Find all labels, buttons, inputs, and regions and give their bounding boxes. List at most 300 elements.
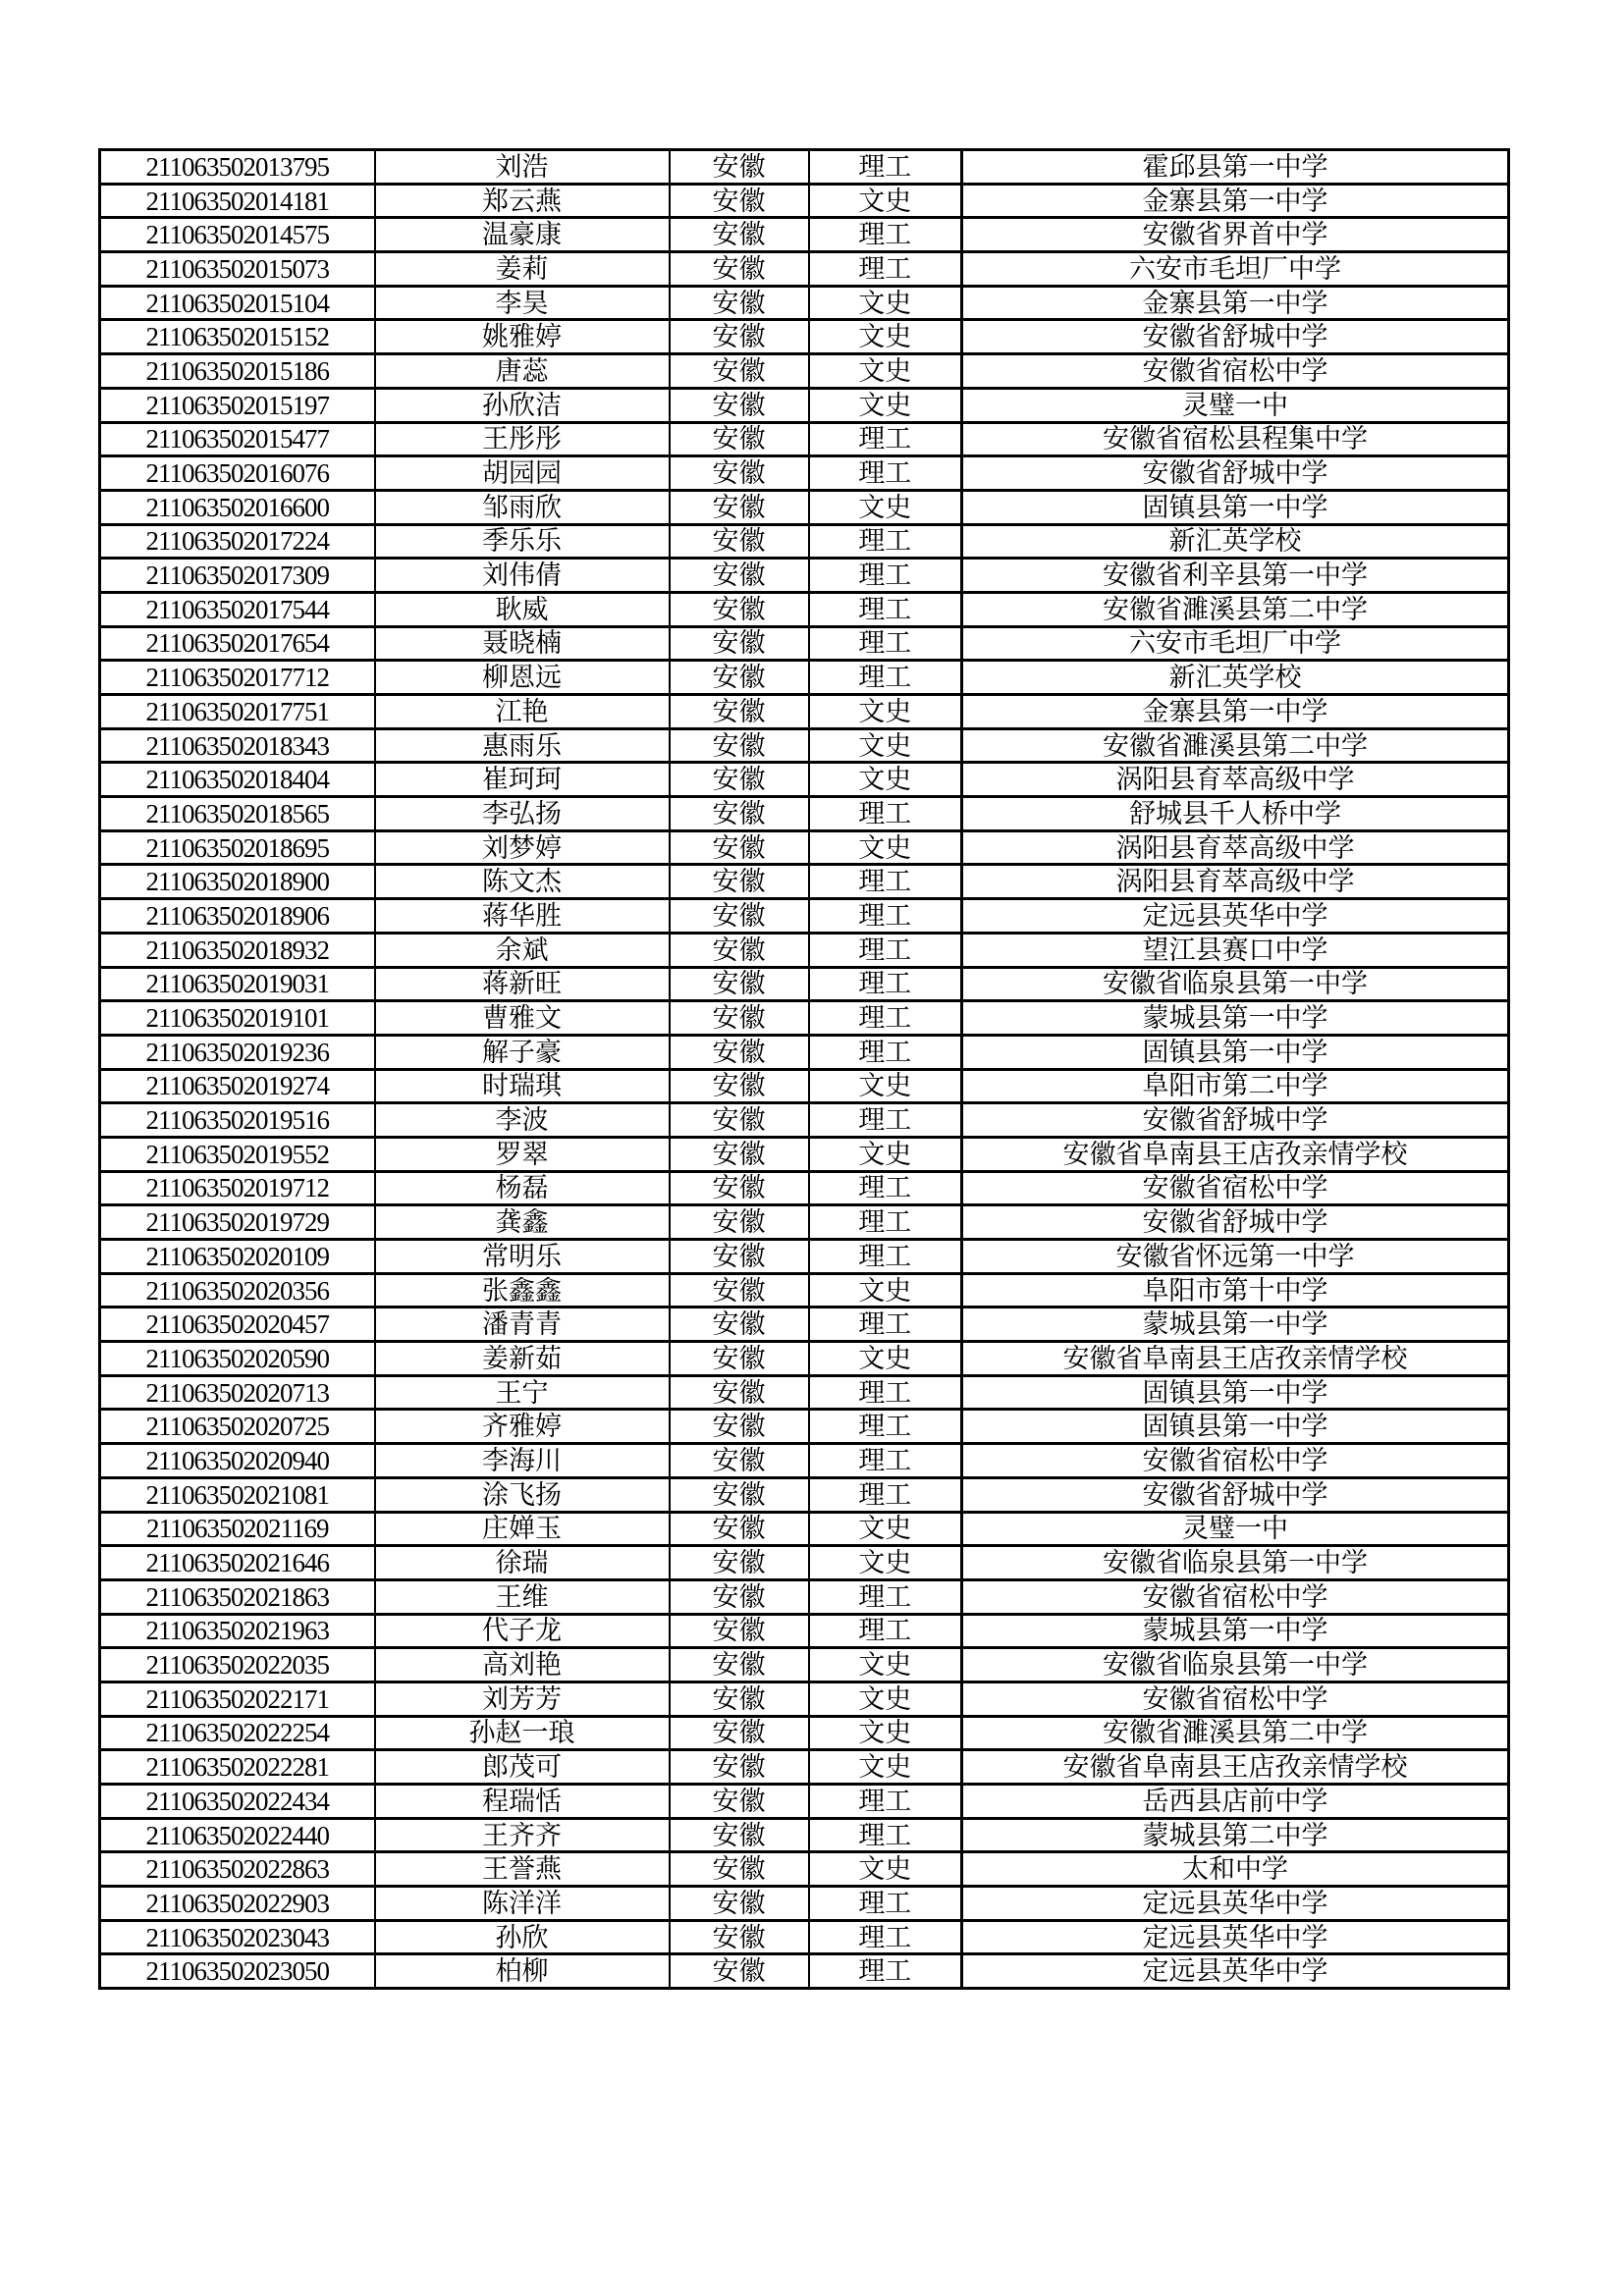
school-cell: 太和中学 [962, 1852, 1509, 1887]
school-cell: 安徽省舒城中学 [962, 1205, 1509, 1240]
track-cell: 文史 [809, 695, 962, 729]
track-cell: 理工 [809, 797, 962, 831]
table-row [100, 1716, 1509, 1750]
track-cell: 文史 [809, 1682, 962, 1716]
school-cell: 安徽省界首中学 [962, 218, 1509, 252]
candidate-id-cell: 211063502016076 [100, 456, 375, 491]
candidate-id-cell: 211063502019236 [100, 1035, 375, 1069]
candidate-id-cell: 211063502018404 [100, 763, 375, 797]
track-cell: 理工 [809, 1103, 962, 1138]
track-cell: 理工 [809, 524, 962, 559]
school-cell: 定远县英华中学 [962, 899, 1509, 934]
table-row [100, 1614, 1509, 1648]
candidate-id-cell: 211063502019552 [100, 1137, 375, 1171]
table-row [100, 422, 1509, 456]
table-row [100, 1546, 1509, 1580]
province-cell: 安徽 [670, 1240, 809, 1274]
province-cell: 安徽 [670, 524, 809, 559]
candidate-id-cell: 211063502022281 [100, 1750, 375, 1785]
name-cell: 庄婵玉 [375, 1512, 670, 1546]
track-cell: 理工 [809, 218, 962, 252]
candidate-id-cell: 211063502017224 [100, 524, 375, 559]
province-cell: 安徽 [670, 1308, 809, 1342]
candidate-id-cell: 211063502020590 [100, 1342, 375, 1376]
school-cell: 金寨县第一中学 [962, 184, 1509, 218]
province-cell: 安徽 [670, 1546, 809, 1580]
track-cell: 理工 [809, 1410, 962, 1444]
candidate-id-cell: 211063502020725 [100, 1410, 375, 1444]
table-row [100, 1750, 1509, 1785]
school-cell: 安徽省宿松中学 [962, 1171, 1509, 1205]
table-row [100, 320, 1509, 354]
table-row [100, 626, 1509, 661]
name-cell: 齐雅婷 [375, 1410, 670, 1444]
school-cell: 固镇县第一中学 [962, 1410, 1509, 1444]
table-row [100, 899, 1509, 934]
table-row [100, 1579, 1509, 1614]
name-cell: 胡园园 [375, 456, 670, 491]
province-cell: 安徽 [670, 252, 809, 287]
name-cell: 王宁 [375, 1375, 670, 1410]
name-cell: 李弘扬 [375, 797, 670, 831]
candidate-id-cell: 211063502013795 [100, 150, 375, 185]
track-cell: 理工 [809, 1477, 962, 1512]
name-cell: 孙欣 [375, 1920, 670, 1954]
table-row [100, 252, 1509, 287]
candidate-id-cell: 211063502022863 [100, 1852, 375, 1887]
track-cell: 理工 [809, 1035, 962, 1069]
track-cell: 理工 [809, 1887, 962, 1921]
school-cell: 安徽省舒城中学 [962, 1477, 1509, 1512]
table-row [100, 1818, 1509, 1852]
province-cell: 安徽 [670, 218, 809, 252]
province-cell: 安徽 [670, 1512, 809, 1546]
track-cell: 文史 [809, 354, 962, 389]
track-cell: 理工 [809, 661, 962, 695]
name-cell: 王彤彤 [375, 422, 670, 456]
school-cell: 安徽省阜南县王店孜亲情学校 [962, 1137, 1509, 1171]
school-cell: 安徽省宿松中学 [962, 1579, 1509, 1614]
track-cell: 理工 [809, 1308, 962, 1342]
province-cell: 安徽 [670, 1035, 809, 1069]
name-cell: 柏柳 [375, 1954, 670, 1989]
province-cell: 安徽 [670, 1716, 809, 1750]
province-cell: 安徽 [670, 490, 809, 524]
track-cell: 理工 [809, 1205, 962, 1240]
candidate-id-cell: 211063502019729 [100, 1205, 375, 1240]
track-cell: 理工 [809, 967, 962, 1001]
school-cell: 安徽省舒城中学 [962, 320, 1509, 354]
name-cell: 王维 [375, 1579, 670, 1614]
name-cell: 聂晓楠 [375, 626, 670, 661]
candidate-id-cell: 211063502019274 [100, 1069, 375, 1103]
province-cell: 安徽 [670, 626, 809, 661]
province-cell: 安徽 [670, 592, 809, 626]
name-cell: 解子豪 [375, 1035, 670, 1069]
candidate-id-cell: 211063502015477 [100, 422, 375, 456]
table-row [100, 967, 1509, 1001]
province-cell: 安徽 [670, 1614, 809, 1648]
candidate-id-cell: 211063502020940 [100, 1444, 375, 1478]
name-cell: 刘梦婷 [375, 830, 670, 865]
table-row [100, 1410, 1509, 1444]
table-row [100, 1648, 1509, 1682]
province-cell: 安徽 [670, 1579, 809, 1614]
school-cell: 涡阳县育萃高级中学 [962, 865, 1509, 899]
school-cell: 灵璧一中 [962, 1512, 1509, 1546]
province-cell: 安徽 [670, 1171, 809, 1205]
track-cell: 文史 [809, 1716, 962, 1750]
school-cell: 望江县赛口中学 [962, 933, 1509, 967]
candidate-id-cell: 211063502021863 [100, 1579, 375, 1614]
track-cell: 理工 [809, 1171, 962, 1205]
table-row [100, 1342, 1509, 1376]
school-cell: 安徽省临泉县第一中学 [962, 1648, 1509, 1682]
name-cell: 潘青青 [375, 1308, 670, 1342]
name-cell: 余斌 [375, 933, 670, 967]
province-cell: 安徽 [670, 559, 809, 593]
province-cell: 安徽 [670, 661, 809, 695]
school-cell: 新汇英学校 [962, 524, 1509, 559]
table-row [100, 763, 1509, 797]
province-cell: 安徽 [670, 286, 809, 320]
province-cell: 安徽 [670, 763, 809, 797]
candidate-id-cell: 211063502022440 [100, 1818, 375, 1852]
school-cell: 安徽省濉溪县第二中学 [962, 592, 1509, 626]
school-cell: 安徽省舒城中学 [962, 1103, 1509, 1138]
school-cell: 岳西县店前中学 [962, 1785, 1509, 1819]
track-cell: 文史 [809, 830, 962, 865]
track-cell: 文史 [809, 286, 962, 320]
school-cell: 新汇英学校 [962, 661, 1509, 695]
school-cell: 安徽省宿松县程集中学 [962, 422, 1509, 456]
table-row [100, 1308, 1509, 1342]
table-body [100, 150, 1509, 1989]
track-cell: 文史 [809, 1342, 962, 1376]
table-row [100, 354, 1509, 389]
name-cell: 邹雨欣 [375, 490, 670, 524]
candidate-id-cell: 211063502021081 [100, 1477, 375, 1512]
province-cell: 安徽 [670, 422, 809, 456]
name-cell: 郑云燕 [375, 184, 670, 218]
candidate-id-cell: 211063502017751 [100, 695, 375, 729]
candidate-id-cell: 211063502015152 [100, 320, 375, 354]
table-row [100, 1682, 1509, 1716]
table-row [100, 1069, 1509, 1103]
school-cell: 安徽省利辛县第一中学 [962, 559, 1509, 593]
school-cell: 霍邱县第一中学 [962, 150, 1509, 185]
track-cell: 文史 [809, 1273, 962, 1308]
province-cell: 安徽 [670, 1648, 809, 1682]
school-cell: 安徽省舒城中学 [962, 456, 1509, 491]
province-cell: 安徽 [670, 1818, 809, 1852]
table-row [100, 1001, 1509, 1036]
track-cell: 文史 [809, 1852, 962, 1887]
province-cell: 安徽 [670, 184, 809, 218]
candidate-id-cell: 211063502014575 [100, 218, 375, 252]
province-cell: 安徽 [670, 695, 809, 729]
table-row [100, 1171, 1509, 1205]
school-cell: 金寨县第一中学 [962, 695, 1509, 729]
candidate-id-cell: 211063502020356 [100, 1273, 375, 1308]
table-row [100, 1205, 1509, 1240]
track-cell: 理工 [809, 865, 962, 899]
table-row [100, 933, 1509, 967]
school-cell: 安徽省宿松中学 [962, 354, 1509, 389]
name-cell: 杨磊 [375, 1171, 670, 1205]
name-cell: 姜莉 [375, 252, 670, 287]
candidate-id-cell: 211063502019031 [100, 967, 375, 1001]
name-cell: 涂飞扬 [375, 1477, 670, 1512]
candidate-id-cell: 211063502021646 [100, 1546, 375, 1580]
candidate-id-cell: 211063502014181 [100, 184, 375, 218]
name-cell: 江艳 [375, 695, 670, 729]
table-row [100, 524, 1509, 559]
candidate-id-cell: 211063502019101 [100, 1001, 375, 1036]
candidate-id-cell: 211063502018343 [100, 728, 375, 763]
school-cell: 定远县英华中学 [962, 1920, 1509, 1954]
table-row [100, 1512, 1509, 1546]
name-cell: 李海川 [375, 1444, 670, 1478]
name-cell: 刘芳芳 [375, 1682, 670, 1716]
province-cell: 安徽 [670, 320, 809, 354]
candidate-id-cell: 211063502018906 [100, 899, 375, 934]
track-cell: 理工 [809, 1785, 962, 1819]
name-cell: 季乐乐 [375, 524, 670, 559]
track-cell: 理工 [809, 1375, 962, 1410]
province-cell: 安徽 [670, 1001, 809, 1036]
name-cell: 时瑞琪 [375, 1069, 670, 1103]
candidate-id-cell: 211063502017309 [100, 559, 375, 593]
track-cell: 理工 [809, 899, 962, 934]
track-cell: 理工 [809, 559, 962, 593]
school-cell: 安徽省临泉县第一中学 [962, 967, 1509, 1001]
name-cell: 龚鑫 [375, 1205, 670, 1240]
name-cell: 陈文杰 [375, 865, 670, 899]
candidate-id-cell: 211063502017654 [100, 626, 375, 661]
track-cell: 理工 [809, 1920, 962, 1954]
track-cell: 文史 [809, 1069, 962, 1103]
candidate-id-cell: 211063502019516 [100, 1103, 375, 1138]
school-cell: 固镇县第一中学 [962, 490, 1509, 524]
name-cell: 刘伟倩 [375, 559, 670, 593]
school-cell: 蒙城县第二中学 [962, 1818, 1509, 1852]
table-row [100, 1785, 1509, 1819]
candidate-id-cell: 211063502016600 [100, 490, 375, 524]
track-cell: 理工 [809, 456, 962, 491]
table-row [100, 830, 1509, 865]
school-cell: 安徽省濉溪县第二中学 [962, 1716, 1509, 1750]
table-row [100, 1444, 1509, 1478]
name-cell: 高刘艳 [375, 1648, 670, 1682]
track-cell: 理工 [809, 422, 962, 456]
school-cell: 六安市毛坦厂中学 [962, 252, 1509, 287]
track-cell: 文史 [809, 1512, 962, 1546]
school-cell: 安徽省宿松中学 [962, 1682, 1509, 1716]
school-cell: 蒙城县第一中学 [962, 1001, 1509, 1036]
school-cell: 定远县英华中学 [962, 1887, 1509, 1921]
province-cell: 安徽 [670, 1205, 809, 1240]
track-cell: 文史 [809, 184, 962, 218]
name-cell: 崔珂珂 [375, 763, 670, 797]
candidate-id-cell: 211063502018900 [100, 865, 375, 899]
school-cell: 阜阳市第十中学 [962, 1273, 1509, 1308]
name-cell: 温豪康 [375, 218, 670, 252]
candidate-id-cell: 211063502018565 [100, 797, 375, 831]
province-cell: 安徽 [670, 830, 809, 865]
school-cell: 阜阳市第二中学 [962, 1069, 1509, 1103]
province-cell: 安徽 [670, 1920, 809, 1954]
candidate-id-cell: 211063502015073 [100, 252, 375, 287]
province-cell: 安徽 [670, 1887, 809, 1921]
track-cell: 文史 [809, 1546, 962, 1580]
track-cell: 文史 [809, 388, 962, 422]
track-cell: 理工 [809, 1240, 962, 1274]
candidate-id-cell: 211063502020457 [100, 1308, 375, 1342]
table-row [100, 1920, 1509, 1954]
name-cell: 孙赵一琅 [375, 1716, 670, 1750]
school-cell: 涡阳县育萃高级中学 [962, 763, 1509, 797]
table-row [100, 695, 1509, 729]
table-row [100, 456, 1509, 491]
table-row [100, 1852, 1509, 1887]
province-cell: 安徽 [670, 933, 809, 967]
candidate-id-cell: 211063502022035 [100, 1648, 375, 1682]
track-cell: 文史 [809, 490, 962, 524]
track-cell: 理工 [809, 592, 962, 626]
school-cell: 安徽省怀远第一中学 [962, 1240, 1509, 1274]
track-cell: 文史 [809, 1750, 962, 1785]
table-row [100, 286, 1509, 320]
table-row [100, 1273, 1509, 1308]
track-cell: 理工 [809, 1579, 962, 1614]
table-row [100, 797, 1509, 831]
table-row [100, 592, 1509, 626]
province-cell: 安徽 [670, 1069, 809, 1103]
province-cell: 安徽 [670, 1477, 809, 1512]
candidate-id-cell: 211063502020713 [100, 1375, 375, 1410]
name-cell: 张鑫鑫 [375, 1273, 670, 1308]
province-cell: 安徽 [670, 1103, 809, 1138]
track-cell: 文史 [809, 763, 962, 797]
table-row [100, 150, 1509, 185]
school-cell: 蒙城县第一中学 [962, 1614, 1509, 1648]
track-cell: 理工 [809, 1614, 962, 1648]
name-cell: 郎茂可 [375, 1750, 670, 1785]
track-cell: 理工 [809, 1954, 962, 1989]
table-row [100, 490, 1509, 524]
name-cell: 唐蕊 [375, 354, 670, 389]
province-cell: 安徽 [670, 456, 809, 491]
school-cell: 固镇县第一中学 [962, 1375, 1509, 1410]
table-row [100, 1375, 1509, 1410]
name-cell: 程瑞恬 [375, 1785, 670, 1819]
name-cell: 李昊 [375, 286, 670, 320]
province-cell: 安徽 [670, 1852, 809, 1887]
table-row [100, 1240, 1509, 1274]
school-cell: 蒙城县第一中学 [962, 1308, 1509, 1342]
province-cell: 安徽 [670, 150, 809, 185]
table-row [100, 1103, 1509, 1138]
school-cell: 金寨县第一中学 [962, 286, 1509, 320]
province-cell: 安徽 [670, 1375, 809, 1410]
track-cell: 理工 [809, 933, 962, 967]
track-cell: 理工 [809, 626, 962, 661]
name-cell: 王齐齐 [375, 1818, 670, 1852]
school-cell: 固镇县第一中学 [962, 1035, 1509, 1069]
school-cell: 安徽省宿松中学 [962, 1444, 1509, 1478]
name-cell: 曹雅文 [375, 1001, 670, 1036]
candidate-id-cell: 211063502019712 [100, 1171, 375, 1205]
track-cell: 理工 [809, 1818, 962, 1852]
school-cell: 定远县英华中学 [962, 1954, 1509, 1989]
province-cell: 安徽 [670, 899, 809, 934]
student-table [98, 148, 1510, 1990]
name-cell: 李波 [375, 1103, 670, 1138]
school-cell: 舒城县千人桥中学 [962, 797, 1509, 831]
candidate-id-cell: 211063502017712 [100, 661, 375, 695]
school-cell: 安徽省临泉县第一中学 [962, 1546, 1509, 1580]
school-cell: 六安市毛坦厂中学 [962, 626, 1509, 661]
name-cell: 陈洋洋 [375, 1887, 670, 1921]
candidate-id-cell: 211063502021169 [100, 1512, 375, 1546]
province-cell: 安徽 [670, 354, 809, 389]
province-cell: 安徽 [670, 1273, 809, 1308]
name-cell: 常明乐 [375, 1240, 670, 1274]
province-cell: 安徽 [670, 1137, 809, 1171]
table-row [100, 1035, 1509, 1069]
province-cell: 安徽 [670, 797, 809, 831]
school-cell: 涡阳县育萃高级中学 [962, 830, 1509, 865]
province-cell: 安徽 [670, 728, 809, 763]
table-row [100, 1137, 1509, 1171]
province-cell: 安徽 [670, 1954, 809, 1989]
track-cell: 文史 [809, 728, 962, 763]
track-cell: 文史 [809, 1648, 962, 1682]
track-cell: 文史 [809, 320, 962, 354]
name-cell: 蒋新旺 [375, 967, 670, 1001]
name-cell: 蒋华胜 [375, 899, 670, 934]
track-cell: 理工 [809, 1001, 962, 1036]
candidate-id-cell: 211063502018932 [100, 933, 375, 967]
school-cell: 安徽省濉溪县第二中学 [962, 728, 1509, 763]
candidate-id-cell: 211063502015197 [100, 388, 375, 422]
table-row [100, 1954, 1509, 1989]
track-cell: 文史 [809, 1137, 962, 1171]
candidate-id-cell: 211063502020109 [100, 1240, 375, 1274]
candidate-id-cell: 211063502017544 [100, 592, 375, 626]
table-row [100, 184, 1509, 218]
school-cell: 安徽省阜南县王店孜亲情学校 [962, 1342, 1509, 1376]
school-cell: 灵璧一中 [962, 388, 1509, 422]
name-cell: 姜新茹 [375, 1342, 670, 1376]
name-cell: 代子龙 [375, 1614, 670, 1648]
name-cell: 姚雅婷 [375, 320, 670, 354]
candidate-id-cell: 211063502022434 [100, 1785, 375, 1819]
candidate-id-cell: 211063502015104 [100, 286, 375, 320]
track-cell: 理工 [809, 252, 962, 287]
province-cell: 安徽 [670, 967, 809, 1001]
table-row [100, 388, 1509, 422]
name-cell: 徐瑞 [375, 1546, 670, 1580]
province-cell: 安徽 [670, 1342, 809, 1376]
candidate-id-cell: 211063502021963 [100, 1614, 375, 1648]
name-cell: 柳恩远 [375, 661, 670, 695]
province-cell: 安徽 [670, 1750, 809, 1785]
table-row [100, 218, 1509, 252]
name-cell: 孙欣洁 [375, 388, 670, 422]
province-cell: 安徽 [670, 1444, 809, 1478]
